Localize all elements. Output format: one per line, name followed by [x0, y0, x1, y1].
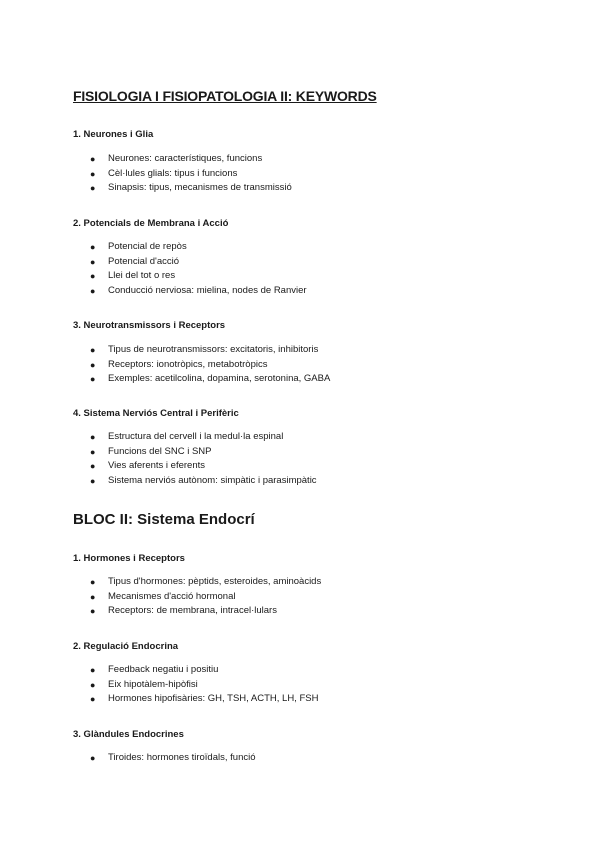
list-item [73, 152, 292, 167]
bullet-icon: ● [90, 374, 96, 385]
bullet-icon: ● [90, 183, 96, 194]
bullet-icon: ● [90, 359, 96, 370]
list-item [73, 181, 292, 196]
list-item-text: Tipus d'hormones: pèptids, esteroides, aminoàcids [108, 576, 322, 587]
list-item-text: Estructura del cervell i la medul·la espinal [108, 431, 284, 442]
list-item [73, 678, 318, 693]
list-item [73, 663, 318, 678]
bullet-icon: ● [90, 256, 96, 267]
bullet-icon: ● [90, 475, 96, 486]
bullet-icon: ● [90, 154, 96, 164]
list-item [73, 575, 321, 590]
list-item [73, 284, 307, 299]
list-item [73, 167, 292, 182]
list-item-text: Eix hipotàlem-hipòfisi [108, 678, 198, 690]
list-item-text: Llei del tot o res [108, 270, 176, 282]
list-item-text: Potencial d'acció [108, 255, 179, 267]
list-item [73, 459, 317, 474]
bullet-icon: ● [90, 242, 96, 252]
bullet-icon: ● [90, 694, 96, 705]
list-item [73, 358, 330, 373]
bullet-icon: ● [90, 461, 96, 472]
list-item-text: Tipus de neurotransmissors: excitatoris, inhibitoris [108, 344, 319, 355]
section-heading: 1. Neurones i Glia [73, 129, 154, 140]
list-item [73, 372, 330, 387]
list-item [73, 255, 307, 270]
section-list [73, 430, 317, 488]
list-item-text: Funcions del SNC i SNP [108, 445, 212, 457]
bullet-icon: ● [90, 285, 96, 296]
list-item-text: Conducció nerviosa: mielina, nodes de Ranvier [108, 284, 307, 296]
bullet-icon: ● [90, 345, 96, 355]
list-item-text: Tiroides: hormones tiroïdals, funció [108, 752, 256, 763]
list-item [73, 445, 317, 460]
list-item-text: Mecanismes d'acció hormonal [108, 590, 236, 602]
list-item-text: Hormones hipofisàries: GH, TSH, ACTH, LH, FSH [108, 693, 319, 705]
section-list [73, 751, 256, 766]
bullet-icon: ● [90, 432, 96, 442]
bullet-icon: ● [90, 753, 96, 763]
list-item-text: Neurones: característiques, funcions [108, 153, 263, 164]
section-list [73, 663, 318, 707]
list-item [73, 604, 321, 619]
bullet-icon: ● [90, 446, 96, 457]
list-item-text: Exemples: acetilcolina, dopamina, serotonina, GABA [108, 373, 331, 385]
bloc-title: BLOC II: Sistema Endocrí [73, 511, 255, 528]
section-heading: 4. Sistema Nerviós Central i Perifèric [73, 408, 239, 419]
section-list [73, 343, 330, 387]
list-item-text: Potencial de repòs [108, 241, 187, 252]
list-item-text: Sistema nerviós autònom: simpàtic i parasimpàtic [108, 474, 317, 486]
list-item-text: Feedback negatiu i positiu [108, 664, 219, 675]
list-item [73, 751, 256, 766]
section-list [73, 575, 321, 619]
list-item [73, 474, 317, 489]
bullet-icon: ● [90, 606, 96, 617]
section-heading: 2. Regulació Endocrina [73, 641, 179, 652]
bullet-icon: ● [90, 665, 96, 675]
bullet-icon: ● [90, 679, 96, 690]
section-heading: 1. Hormones i Receptors [73, 553, 185, 564]
bullet-icon: ● [90, 577, 96, 587]
bullet-icon: ● [90, 591, 96, 602]
list-item-text: Receptors: de membrana, intracel·lulars [108, 605, 277, 617]
list-item [73, 240, 307, 255]
list-item-text: Sinapsis: tipus, mecanismes de transmissió [108, 182, 292, 194]
section-heading: 3. Glàndules Endocrines [73, 729, 184, 740]
list-item [73, 343, 330, 358]
list-item-text: Vies aferents i eferents [108, 460, 205, 472]
section-list [73, 152, 292, 196]
document-title: FISIOLOGIA I FISIOPATOLOGIA II: KEYWORDS [73, 88, 377, 104]
list-item [73, 590, 321, 605]
bullet-icon: ● [90, 168, 96, 179]
list-item [73, 692, 318, 707]
section-heading: 2. Potencials de Membrana i Acció [73, 218, 229, 229]
list-item-text: Receptors: ionotròpics, metabotròpics [108, 358, 268, 370]
section-heading: 3. Neurotransmissors i Receptors [73, 320, 226, 331]
bullet-icon: ● [90, 271, 96, 282]
list-item-text: Cèl·lules glials: tipus i funcions [108, 167, 238, 179]
section-list [73, 240, 307, 298]
list-item [73, 430, 317, 445]
list-item [73, 269, 307, 284]
